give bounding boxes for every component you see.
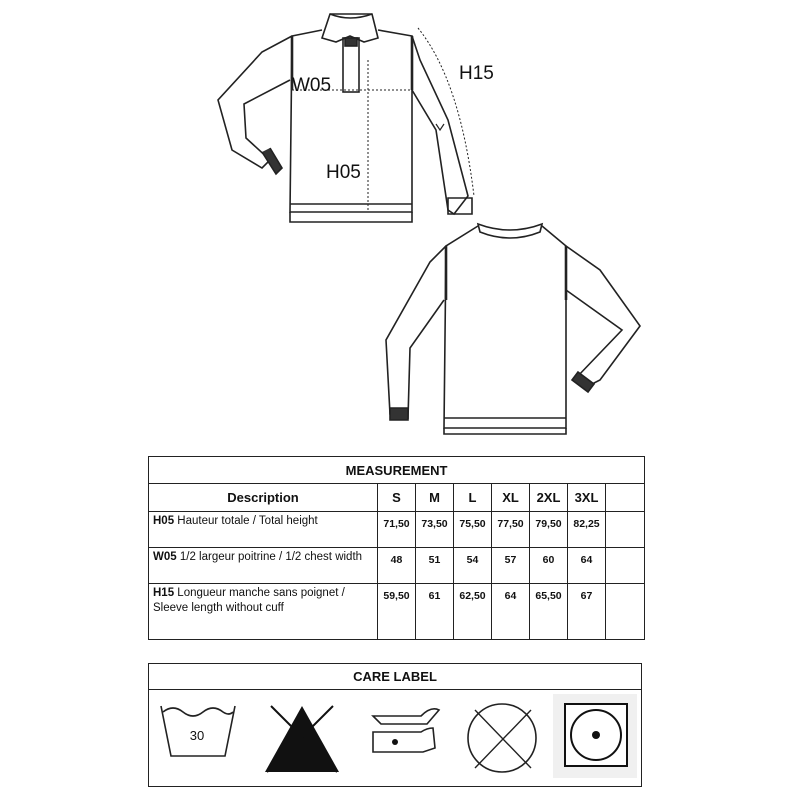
- do-not-bleach-icon: [259, 698, 345, 778]
- measurement-title: MEASUREMENT: [149, 457, 645, 484]
- table-cell: 62,50: [454, 584, 492, 640]
- table-row: [149, 548, 645, 584]
- row-text: 1/2 largeur poitrine / 1/2 chest width: [176, 551, 363, 563]
- description-header: Description: [149, 484, 378, 512]
- table-cell: 64: [568, 548, 606, 584]
- table-cell: 48: [378, 548, 416, 584]
- table-cell: 60: [530, 548, 568, 584]
- wash-30-icon: [157, 698, 239, 778]
- table-cell: 54: [454, 548, 492, 584]
- size-header: [606, 484, 645, 512]
- table-cell: 51: [416, 548, 454, 584]
- measurement-table: [148, 456, 645, 640]
- table-cell: 73,50: [416, 512, 454, 548]
- table-cell: [606, 584, 645, 640]
- care-label-title: CARE LABEL: [149, 664, 641, 690]
- table-cell: 75,50: [454, 512, 492, 548]
- row-code: W05: [153, 551, 177, 563]
- care-label-box: [148, 663, 642, 787]
- back-view-sketch: [386, 224, 640, 434]
- table-cell: 82,25: [568, 512, 606, 548]
- size-header-row: [149, 484, 645, 512]
- table-cell: [606, 512, 645, 548]
- dimension-label-h05: H05: [326, 162, 361, 183]
- row-description: [149, 548, 378, 584]
- row-text: Hauteur totale / Total height: [174, 515, 318, 527]
- size-header: M: [416, 484, 454, 512]
- table-cell: 59,50: [378, 584, 416, 640]
- size-header: 3XL: [568, 484, 606, 512]
- front-view-sketch: [218, 14, 474, 222]
- tumble-dry-low-icon: [561, 698, 631, 774]
- table-cell: 79,50: [530, 512, 568, 548]
- size-header: XL: [492, 484, 530, 512]
- dimension-label-w05: W05: [292, 75, 332, 96]
- row-description: [149, 512, 378, 548]
- care-icons-row: [149, 690, 641, 787]
- table-cell: 67: [568, 584, 606, 640]
- row-description: [149, 584, 378, 640]
- table-row: [149, 512, 645, 548]
- wash-temperature: 30: [189, 728, 205, 743]
- iron-low-icon: [361, 698, 447, 778]
- table-cell: [606, 548, 645, 584]
- table-row: [149, 584, 645, 640]
- table-cell: 71,50: [378, 512, 416, 548]
- dimension-label-h15: H15: [459, 63, 494, 84]
- table-cell: 77,50: [492, 512, 530, 548]
- do-not-dry-clean-icon: [461, 698, 547, 778]
- table-cell: 64: [492, 584, 530, 640]
- size-header: L: [454, 484, 492, 512]
- row-text: Longueur manche sans poignet / Sleeve length without cuff: [153, 587, 345, 614]
- size-header: S: [378, 484, 416, 512]
- table-cell: 65,50: [530, 584, 568, 640]
- table-cell: 61: [416, 584, 454, 640]
- row-code: H15: [153, 587, 175, 599]
- row-code: H05: [153, 515, 175, 527]
- size-header: 2XL: [530, 484, 568, 512]
- table-cell: 57: [492, 548, 530, 584]
